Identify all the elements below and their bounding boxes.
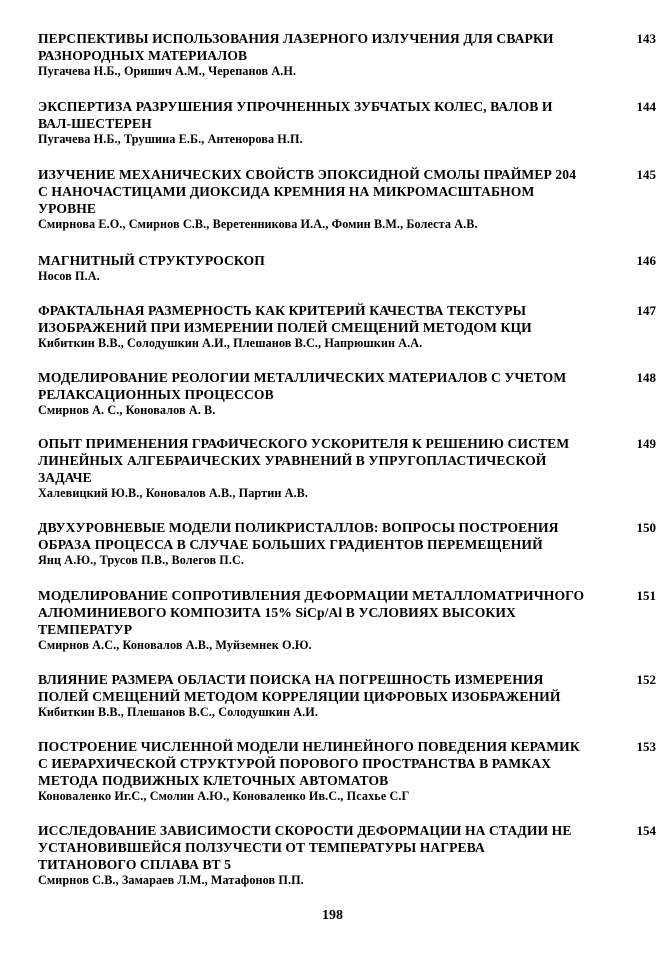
entry-page-number: 153 xyxy=(636,739,656,754)
toc-entry xyxy=(38,587,656,653)
entry-authors: Коноваленко Иг.С., Смолин А.Ю., Коноваленко Ив.С., Псахье С.Г xyxy=(38,789,410,803)
toc-entry xyxy=(38,30,656,79)
toc-entry xyxy=(38,166,656,232)
toc-entry xyxy=(38,671,656,720)
entry-authors: Пугачева Н.Б., Оришич А.М., Черепанов А.Н. xyxy=(38,64,297,78)
toc-entry xyxy=(38,252,656,284)
entry-page-number: 147 xyxy=(636,303,656,318)
toc-entry xyxy=(38,822,656,888)
entry-authors: Смирнова Е.О., Смирнов С.В., Веретенникова И.А., Фомин В.М., Болеста А.В. xyxy=(38,217,478,231)
entry-authors: Кибиткин В.В., Плешанов В.С., Солодушкин А.И. xyxy=(38,705,319,719)
entry-page-number: 150 xyxy=(636,520,656,535)
entry-page-number: 143 xyxy=(636,31,656,46)
entry-authors: Смирнов А. С., Коновалов А. В. xyxy=(38,403,216,417)
entry-authors: Кибиткин В.В., Солодушкин А.И., Плешанов В.С., Напрюшкин А.А. xyxy=(38,336,423,350)
entry-page-number: 149 xyxy=(636,436,656,451)
entry-title: ПОСТРОЕНИЕ ЧИСЛЕННОЙ МОДЕЛИ НЕЛИНЕЙНОГО ПОВЕДЕНИЯ КЕРАМИК С ИЕРАРХИЧЕСКОЙ СТРУКТУРОЙ ПОРОВОГО ПРОСТРАНСТВА В РАМКАХ МЕТОДА ПОДВИЖНЫХ КЛЕТОЧНЫХ АВТОМАТОВ xyxy=(38,739,580,788)
entry-title: ПЕРСПЕКТИВЫ ИСПОЛЬЗОВАНИЯ ЛАЗЕРНОГО ИЗЛУЧЕНИЯ ДЛЯ СВАРКИ РАЗНОРОДНЫХ МАТЕРИАЛОВ xyxy=(38,31,554,63)
entry-authors: Янц А.Ю., Трусов П.В., Волегов П.С. xyxy=(38,553,245,567)
toc-entry xyxy=(38,738,656,804)
entry-title: ИЗУЧЕНИЕ МЕХАНИЧЕСКИХ СВОЙСТВ ЭПОКСИДНОЙ СМОЛЫ ПРАЙМЕР 204 С НАНОЧАСТИЦАМИ ДИОКСИДА КРЕМНИЯ НА МИКРОМАСШТАБНОМ УРОВНЕ xyxy=(38,167,577,216)
entry-page-number: 154 xyxy=(636,823,656,838)
entry-authors: Халевицкий Ю.В., Коновалов А.В., Партин А.В. xyxy=(38,486,309,500)
entry-authors: Пугачева Н.Б., Трушина Е.Б., Антенорова Н.П. xyxy=(38,132,303,146)
entry-title: ОПЫТ ПРИМЕНЕНИЯ ГРАФИЧЕСКОГО УСКОРИТЕЛЯ К РЕШЕНИЮ СИСТЕМ ЛИНЕЙНЫХ АЛГЕБРАИЧЕСКИХ УРАВНЕНИЙ В УПРУГОПЛАСТИЧЕСКОЙ ЗАДАЧЕ xyxy=(38,436,570,485)
entry-authors: Смирнов А.С., Коновалов А.В., Муйземнек О.Ю. xyxy=(38,638,312,652)
entry-title: МОДЕЛИРОВАНИЕ РЕОЛОГИИ МЕТАЛЛИЧЕСКИХ МАТЕРИАЛОВ С УЧЕТОМ РЕЛАКСАЦИОННЫХ ПРОЦЕССОВ xyxy=(38,370,567,402)
entry-title: ИССЛЕДОВАНИЕ ЗАВИСИМОСТИ СКОРОСТИ ДЕФОРМАЦИИ НА СТАДИИ НЕ УСТАНОВИВШЕЙСЯ ПОЛЗУЧЕСТИ ОТ ТЕМПЕРАТУРЫ НАГРЕВА ТИТАНОВОГО СПЛАВА ВТ 5 xyxy=(38,823,572,872)
entry-page-number: 146 xyxy=(636,253,656,268)
entry-page-number: 151 xyxy=(636,588,656,603)
toc-entry xyxy=(38,302,656,351)
entry-authors: Носов П.А. xyxy=(38,269,100,283)
page-number-footer: 198 xyxy=(322,908,343,923)
entry-title: ВЛИЯНИЕ РАЗМЕРА ОБЛАСТИ ПОИСКА НА ПОГРЕШНОСТЬ ИЗМЕРЕНИЯ ПОЛЕЙ СМЕЩЕНИЙ МЕТОДОМ КОРРЕЛЯЦИИ ЦИФРОВЫХ ИЗОБРАЖЕНИЙ xyxy=(38,672,561,704)
toc-entry xyxy=(38,435,656,501)
toc-entry xyxy=(38,369,656,418)
entry-title: ФРАКТАЛЬНАЯ РАЗМЕРНОСТЬ КАК КРИТЕРИЙ КАЧЕСТВА ТЕКСТУРЫ ИЗОБРАЖЕНИЙ ПРИ ИЗМЕРЕНИИ ПОЛЕЙ СМЕЩЕНИЙ МЕТОДОМ КЦИ xyxy=(38,303,532,335)
entry-page-number: 145 xyxy=(636,167,656,182)
toc-entry xyxy=(38,519,656,568)
entry-title: МАГНИТНЫЙ СТРУКТУРОСКОП xyxy=(38,253,265,268)
entry-page-number: 144 xyxy=(636,99,656,114)
entry-authors: Смирнов С.В., Замараев Л.М., Матафонов П.П. xyxy=(38,873,304,887)
entry-page-number: 152 xyxy=(636,672,656,687)
entry-title: ДВУХУРОВНЕВЫЕ МОДЕЛИ ПОЛИКРИСТАЛЛОВ: ВОПРОСЫ ПОСТРОЕНИЯ ОБРАЗА ПРОЦЕССА В СЛУЧАЕ БОЛЬШИХ ГРАДИЕНТОВ ПЕРЕМЕЩЕНИЙ xyxy=(38,520,559,552)
entry-title: МОДЕЛИРОВАНИЕ СОПРОТИВЛЕНИЯ ДЕФОРМАЦИИ МЕТАЛЛОМАТРИЧНОГО АЛЮМИНИЕВОГО КОМПОЗИТА 15% SiCp/Al В УСЛОВИЯХ ВЫСОКИХ ТЕМПЕРАТУР xyxy=(38,588,585,637)
entry-page-number: 148 xyxy=(636,370,656,385)
entry-title: ЭКСПЕРТИЗА РАЗРУШЕНИЯ УПРОЧНЕННЫХ ЗУБЧАТЫХ КОЛЕС, ВАЛОВ И ВАЛ-ШЕСТЕРЕН xyxy=(38,99,553,131)
toc-entry xyxy=(38,98,656,147)
